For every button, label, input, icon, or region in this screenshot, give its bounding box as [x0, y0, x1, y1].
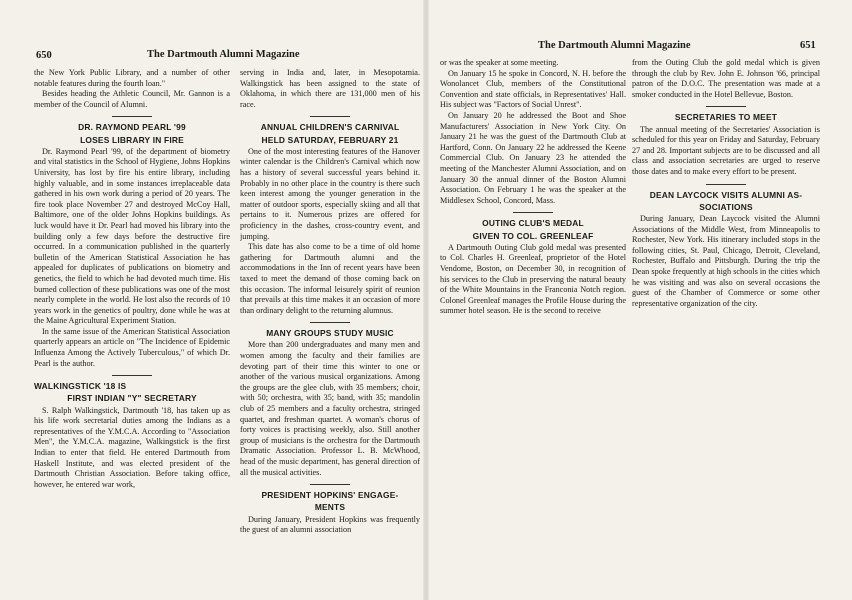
divider [706, 106, 746, 107]
divider [513, 212, 553, 213]
headline-secretaries: SECRETARIES TO MEET [674, 112, 778, 123]
headline-pearl-line2: LOSES LIBRARY IN FIRE [80, 134, 184, 145]
divider [310, 116, 350, 117]
headline-outing-line1: OUTING CLUB'S MEDAL [482, 218, 584, 229]
article-paragraph: serving in India and, later, in Mesopotamia. Walkingstick has been assigned to the state of Oklahoma, in which there are 131,000 men of his race. [240, 68, 420, 109]
headline-laycock-line2: SOCIATIONS [699, 201, 753, 212]
right-page-column-2 [632, 58, 820, 458]
divider [112, 375, 152, 376]
article-paragraph: Besides heading the Athletic Council, Mr. Gannon is a member of the Council of Alumni. [34, 89, 230, 109]
right-page [426, 0, 852, 600]
headline-carnival-line1: ANNUAL CHILDREN'S CARNIVAL [260, 122, 400, 133]
running-head-left: The Dartmouth Alumni Magazine [147, 49, 300, 60]
left-page-column-1 [34, 68, 230, 580]
article-paragraph: During January, Dean Laycock visited the Alumni Associations of the Middle West, from Minneapolis to Rochester, New York. His itinerary included stops in the following cities, St. Paul, Chicago, Detroit, Cleveland, Rochester, Buffalo and Pittsburgh. During the trip the Dean spoke frequently at high schools in the cities which he was visiting and was also on several occasions the guest of the Chamber of Commerce or some other representative organization of the city. [632, 213, 820, 308]
left-page-column-2 [240, 68, 420, 580]
divider [310, 322, 350, 323]
headline-outing-line2: GIVEN TO COL. GREENLEAF [472, 230, 594, 241]
headline-laycock-line1: DEAN LAYCOCK VISITS ALUMNI AS- [649, 189, 803, 200]
article-paragraph: S. Ralph Walkingstick, Dartmouth '18, has taken up as his life work secretarial duties among the Indians as a representatives of the Y.M.C.A. According to "Association Men", the Y.M.C.A. magazine, Walkingstick is the first Indian to enter that field. He entered Dartmouth from Haskell Institute, and was elected president of the Dartmouth Christian Association. Before taking office, however, he entered war work, [34, 405, 230, 489]
article-paragraph: In the same issue of the American Statistical Association quarterly appears an article on "The Incidence of Epidemic Influenza Among the Actively Tuberculous," of which Dr. Pearl is the author. [34, 326, 230, 368]
headline-hopkins-line1: PRESIDENT HOPKINS' ENGAGE- [261, 490, 399, 501]
article-paragraph: the New York Public Library, and a number of other notable features during the fourth loan." [34, 68, 230, 88]
article-paragraph: A Dartmouth Outing Club gold medal was presented to Col. Charles H. Greenleaf, proprietor of the Hotel Vendome, Boston, on December 30, in recognition of his services to the Club in preserving the natural beauty of the White Mountains in the Franconia Notch region. Colonel Greenleaf manages the Profile House during the summer hotel season. He is the second to receive [440, 242, 626, 316]
headline-pearl-line1: DR. RAYMOND PEARL '99 [78, 122, 186, 133]
article-paragraph: On January 15 he spoke in Concord, N. H. before the Wonolancet Club, members of the Constitutional Convention and state officials, in Representatives' Hall. His subject was "Factors of Social Unrest". [440, 68, 626, 110]
headline-walkingstick-line2: FIRST INDIAN "Y" SECRETARY [67, 393, 197, 404]
article-paragraph: More than 200 undergraduates and many men and women among the faculty and their families are devoting part of their time this winter to one or another of the various musical organizations. Among the groups are the glee club, with 35 members; choir, with 50; orchestra, with 35; band, with 35; mandolin club of 25 members and a faculty orchestra, stringed quartet, and freshman quartet. A woman's chorus of forty voices is practising weekly, also. Still another group of musicians is the orchestra for the Dartmouth Dramatic Association. Professor L. B. McWhood, head of the music department, has general direction of all the musical activities. [240, 340, 420, 477]
divider [112, 116, 152, 117]
page-number-left: 650 [36, 50, 52, 61]
article-paragraph: from the Outing Club the gold medal which is given through the club by Rev. John E. Johnson '66, principal patron of the D.O.C. The presentation was made at a smoker conducted in the Hotel Bellevue, Boston. [632, 58, 820, 99]
article-paragraph: Dr. Raymond Pearl '99, of the department of biometry and vital statistics in the School of Hygiene, Johns Hopkins University, has lost by fire his entire library, including highly valuable, and in some instances irreplaceable data gathered in his own work during a period of 20 years. The fire took place November 27 and destroyed McCoy Hall, Baltimore, one of the older Johns Hopkins buildings. As luck would have it Dr. Pearl had moved his library into the building only a few days before the destructive fire occurred. In a communication published in the quarterly bulletin of the American Statistical Association he has appealed for duplicates of publications on biometry and genetics, the field to which he had devoted much time. His burned collection of these publications was one of the most nearly complete in the world. He lost also the records of 10 years work in the genetics of poultry, done while he was at the Maine Agricultural Experiment Station. [34, 146, 230, 326]
divider [310, 484, 350, 485]
article-paragraph: The annual meeting of the Secretaries' Association is scheduled for this year on Friday and Saturday, February 27 and 28. Important subjects are to be discussed and all class and association secretaries are urged to reserve those dates and to make every effort to be present. [632, 124, 820, 176]
headline-hopkins-line2: MENTS [314, 502, 346, 513]
headline-music: MANY GROUPS STUDY MUSIC [266, 328, 394, 339]
headline-carnival-line2: HELD SATURDAY, FEBRUARY 21 [261, 134, 399, 145]
page-number-right: 651 [800, 40, 816, 51]
article-paragraph: This date has also come to be a time of old home gathering for Dartmouth alumni and the accommodations in the Inn of recent years have been taxed to meet the demand of those coming back on this occasion. The informal leisurely spirit of reunion that prevails at this time makes it an occasion of more than ordinary delight to the returning alumnus. [240, 242, 420, 315]
article-paragraph: On January 20 he addressed the Boot and Shoe Manufacturers' Association in New York City. On January 21 he was the guest of the Dartmouth Club at Hartford, Conn. On January 22 he addressed the Keene Commercial Club. On January 23 he attended the meeting of the Manchester Alumni Association, and on January 30 the annual dinner of the Boston Alumni Association. On February 1 he was the speaker at the Middlesex School, Concord, Mass. [440, 110, 626, 205]
headline-walkingstick-line1: WALKINGSTICK '18 IS [34, 381, 127, 392]
article-paragraph: or was the speaker at some meeting. [440, 58, 559, 67]
article-paragraph: One of the most interesting features of the Hanover winter calendar is the Children's Carnival which now has a history of several successful years behind it. Probably in no other place in the country is there such keen interest among the younger generation in the matter of outdoor sports, especially skiing and all that pertains to it. Numerous prizes are offered for proficiency in the dashes, cross-country event, and jumping. [240, 146, 420, 241]
divider [706, 184, 746, 185]
right-page-column-1 [440, 58, 626, 458]
article-paragraph: During January, President Hopkins was frequently the guest of an alumni association [240, 514, 420, 535]
running-head-right: The Dartmouth Alumni Magazine [538, 40, 691, 51]
